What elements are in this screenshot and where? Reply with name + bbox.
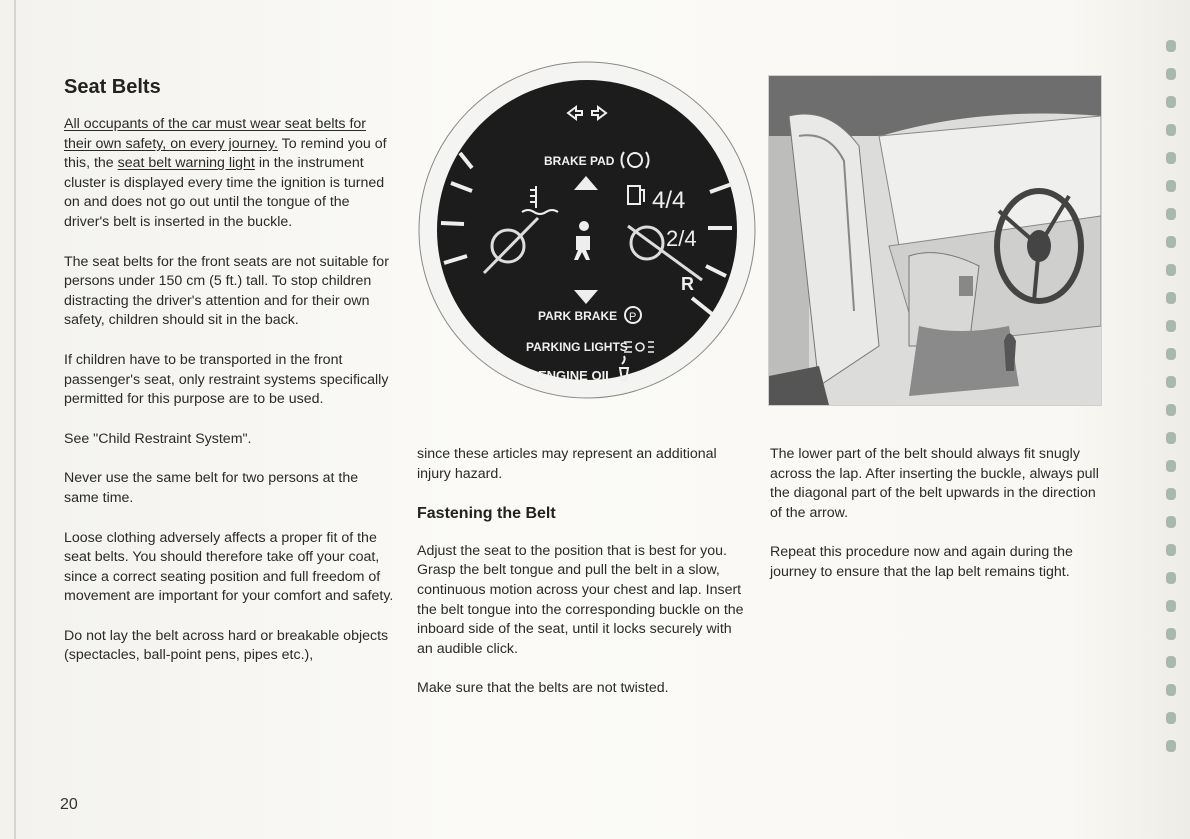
fuel-full-marker: 4/4 (652, 187, 686, 214)
paragraph-repeat-procedure: Repeat this procedure now and again during the journey to ensure that the lap belt remains tight. (770, 544, 1073, 580)
parking-lights-label: PARKING LIGHTS (526, 340, 628, 354)
reserve-marker: R (681, 274, 694, 294)
paragraph-occupants (64, 115, 396, 233)
paragraph-text: in the instrument cluster is displayed every time the ignition is turned on and does not go out until the tongue of the driver's belt is inserted in the buckle. (64, 155, 385, 230)
text-column-2 (417, 445, 749, 719)
instrument-gauge-illustration (416, 58, 758, 414)
paragraph-clothing: Loose clothing adversely affects a proper fit of the seat belts. You should therefore take off your coat, since a correct seating position and full freedom of movement are important for your comfort and safety. (64, 529, 394, 605)
fuel-half-marker: 2/4 (666, 226, 697, 251)
brake-pad-label: BRAKE PAD (544, 154, 615, 168)
paragraph-hard-objects: Do not lay the belt across hard or breakable objects (spectacles, ball-point pens, pipes etc.), (64, 627, 389, 664)
paragraph-see-reference: See "Child Restraint System". (64, 430, 252, 447)
section-heading-fastening: Fastening the Belt (417, 505, 556, 523)
paragraph-lower-belt: The lower part of the belt should always fit snugly across the lap. After inserting the buckle, always pull the diagonal part of the belt upwards in the direction of the arrow. (770, 446, 1099, 521)
page-title: Seat Belts (64, 76, 161, 98)
underlined-text: seat belt warning light (117, 155, 255, 172)
text-column-3 (770, 445, 1102, 603)
svg-text:P: P (629, 311, 637, 323)
engine-oil-label: ENGINE OIL (538, 368, 614, 383)
gauge-svg (416, 58, 758, 414)
spiral-binding (1162, 30, 1190, 830)
paragraph-same-belt: Never use the same belt for two persons at the same time. (64, 470, 359, 506)
paragraph-adjust-seat: Adjust the seat to the position that is best for you. Grasp the belt tongue and pull the belt in a slow, continuous motion across your chest and lap. Insert the belt tongue into the corresponding buckle on the inboard side of the seat, until it locks securely with an audible click. (417, 542, 744, 657)
paragraph-injury-hazard: since these articles may represent an additional injury hazard. (417, 446, 717, 482)
text-column-1 (64, 115, 396, 686)
paragraph-children: If children have to be transported in the front passenger's seat, only restraint systems specifically permitted for this purpose are to be used. (64, 351, 389, 408)
park-brake-label: PARK BRAKE (538, 309, 618, 323)
paragraph-text: To remind you of this, the (64, 135, 387, 172)
car-interior-sketch (769, 76, 1101, 405)
car-interior-photo (768, 75, 1102, 406)
page-number: 20 (60, 796, 78, 813)
paragraph-front-seats: The seat belts for the front seats are not suitable for persons under 150 cm (5 ft.) tall. To stop children distracting the driver's attention and for their own safety, children should sit in the back. (64, 253, 389, 329)
page-edge (14, 0, 16, 839)
underlined-text: All occupants of the car must wear seat belts for their own safety, on every journey. (64, 116, 367, 152)
paragraph-not-twisted: Make sure that the belts are not twisted. (417, 680, 669, 697)
